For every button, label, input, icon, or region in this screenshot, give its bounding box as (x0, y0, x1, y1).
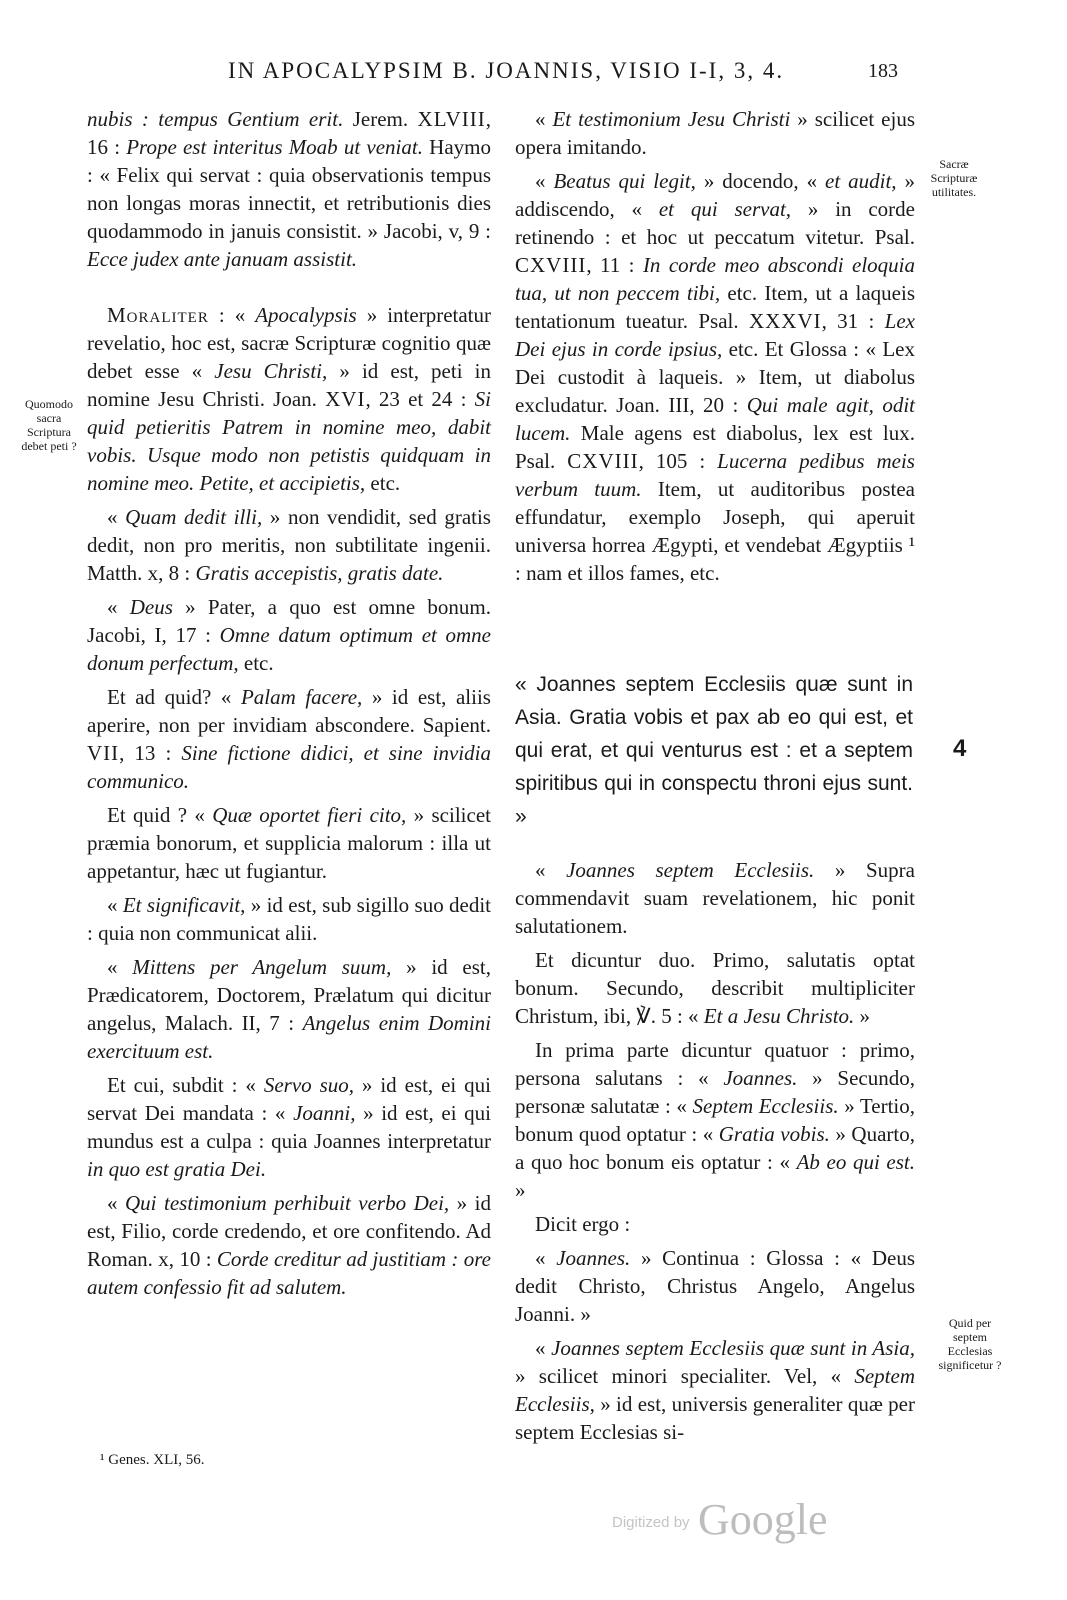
text-run: « (107, 1191, 125, 1215)
text-run: » id est, Prædicatorem, Doctorem, Prælatum qui dicitur angelus, Malach. II, 7 : (87, 955, 491, 1035)
marginal-note-quid: Quid per septem Ecclesias significetur ? (938, 1316, 1002, 1372)
verse-text (515, 668, 913, 839)
text-run: » (854, 1004, 871, 1028)
google-logo: Google (698, 1495, 828, 1544)
paragraph (515, 1244, 915, 1328)
text-run: « (107, 595, 130, 619)
right-column-top (515, 105, 915, 593)
verse-paragraph: « Joannes septem Ecclesiis quæ sunt in Asia. Gratia vobis et pax ab eo qui est, et qui erat, et qui venturus est : et a septem spiritibus qui in conspectu throni ejus sunt. » (515, 673, 913, 828)
text-run: Moraliter (107, 303, 209, 327)
text-run: » docendo, « (695, 169, 826, 193)
text-run: « (107, 893, 123, 917)
paragraph (515, 1334, 915, 1446)
text-run: Jerem. (343, 107, 418, 131)
text-run: Septem Ecclesiis, (515, 1364, 915, 1416)
paragraph (87, 105, 491, 273)
text-run: « (535, 107, 553, 131)
text-run: CXVIII (567, 449, 639, 473)
text-run: Qui testimonium perhibuit verbo Dei, (125, 1191, 450, 1215)
text-run: » scilicet minori specialiter. Vel, « (515, 1364, 855, 1388)
text-run: » Secundo, personæ salutatæ : « (515, 1066, 915, 1118)
text-run: Angelus enim Domini exercituum est. (87, 1011, 491, 1063)
verse-number: 4 (953, 735, 967, 762)
text-run: Prope est interitus Moab ut veniat. (126, 135, 423, 159)
text-run: Joannes. (723, 1066, 798, 1090)
text-run: » Tertio, bonum quod optatur : « (515, 1094, 916, 1146)
text-run: Gratia vobis. (718, 1122, 830, 1146)
text-run: Quam dedit illi, (125, 505, 263, 529)
text-run: Haymo : « Felix qui servat : quia observationis tempus non longas moras innectit, et retributionis dies quodammodo in januis consistit. » Jacobi, v, 9 : (87, 135, 492, 243)
text-run: Joannes septem Ecclesiis quæ sunt in Asia, (551, 1336, 916, 1360)
text-run: et audit, (825, 169, 897, 193)
text-run: , 13 : (119, 741, 182, 765)
text-run: Deus (129, 595, 173, 619)
text-run: XVI (325, 387, 366, 411)
text-run: » id est, ei qui mundus est a culpa : quia Joannes interpretatur (87, 1101, 491, 1153)
text-run: Corde creditur ad justitiam : ore autem confessio fit ad salutem. (87, 1247, 491, 1299)
text-run: » in corde retinendo : et hoc ut peccatum vitetur. Psal. (515, 197, 915, 249)
watermark-prefix: Digitized by (612, 1514, 690, 1531)
text-run: , 16 : (87, 107, 491, 159)
text-run: Et ad quid? « (107, 685, 241, 709)
text-run: « (535, 169, 554, 193)
text-run: in quo est gratia Dei. (87, 1157, 267, 1181)
text-run: : « (208, 303, 256, 327)
text-run: Item, ut auditoribus postea effundatur, exemplo Joseph, qui aperuit universa horrea Ægypti, et vendebat Ægyptiis ¹ : nam et illos fames, etc. (515, 477, 915, 585)
text-run: , 11 : (586, 253, 643, 277)
text-run: Palam facere, (240, 685, 363, 709)
text-run: » id est, universis generaliter quæ per septem Ecclesias si- (515, 1392, 915, 1444)
paragraph (87, 301, 491, 497)
text-run: XXXVI (748, 309, 822, 333)
text-run: etc. (238, 651, 274, 675)
paragraph (515, 1036, 915, 1204)
paragraph (87, 801, 491, 885)
text-run: » id est, peti in nomine Jesu Christi. Joan. (87, 359, 491, 411)
text-run: Et significavit, (122, 893, 246, 917)
text-run: Ecce judex ante januam assistit. (87, 247, 358, 271)
text-run: Septem Ecclesiis. (692, 1094, 839, 1118)
marginal-note-sacrae: Sacræ Scripturæ utilitates. (930, 157, 978, 199)
text-run: , 105 : (638, 449, 718, 473)
text-run: Et a Jesu Christo. (703, 1004, 855, 1028)
text-run: » Continua : Glossa : « Deus dedit Christo, Christus Angelo, Angelus Joanni. » (515, 1246, 915, 1326)
text-run: » Supra commendavit suam revelationem, hic ponit salutationem. (515, 858, 915, 938)
section-gap (87, 279, 491, 301)
text-run: Et testimonium Jesu Christi (552, 107, 791, 131)
text-run: Sine fictione didici, et sine invidia communico. (87, 741, 491, 793)
paragraph (87, 683, 491, 795)
text-run: Beatus qui legit, (553, 169, 696, 193)
text-run: Jesu Christi, (214, 359, 328, 383)
text-run: « (107, 955, 133, 979)
text-run: « (535, 858, 567, 882)
left-column (87, 105, 491, 1307)
text-run: Servo suo, (263, 1073, 354, 1097)
text-run: Quæ oportet fieri cito, (212, 803, 407, 827)
page-number: 183 (868, 60, 898, 82)
text-run: Dicit ergo : (535, 1212, 631, 1236)
text-run: etc. Item, ut a laqueis tentationum tueatur. Psal. (515, 281, 915, 333)
paragraph (515, 105, 915, 161)
footnote: ¹ Genes. XLI, 56. (100, 1452, 205, 1468)
text-run: Ab eo qui est. (796, 1150, 915, 1174)
text-run: » id est, sub sigillo suo dedit : quia non communicat alii. (87, 893, 492, 945)
text-run: Joannes septem Ecclesiis. (566, 858, 815, 882)
text-run: » (515, 1178, 526, 1202)
paragraph (515, 856, 915, 940)
text-run: Joannes. (556, 1246, 631, 1270)
text-run: CXVIII (515, 253, 587, 277)
marginal-note-quomodo: Quomodo sacra Scriptura debet peti ? (21, 397, 77, 453)
text-run: In corde meo abscondi eloquia tua, ut non peccem tibi, (515, 253, 915, 305)
paragraph (515, 167, 915, 587)
text-run: et qui servat, (658, 197, 792, 221)
paragraph (87, 953, 491, 1065)
text-run: Gratis accepistis, gratis date. (195, 561, 444, 585)
text-run: » Pater, a quo est omne bonum. Jacobi, I, 17 : (87, 595, 491, 647)
text-run: Lucerna pedibus meis verbum tuum. (515, 449, 915, 501)
text-run: Et dicuntur duo. Primo, salutatis optat bonum. Secundo, describit multipliciter Christum, ibi, ℣. 5 : « (515, 948, 915, 1028)
text-run: Et cui, subdit : « (107, 1073, 264, 1097)
text-run: « (535, 1336, 552, 1360)
paragraph (87, 1071, 491, 1183)
text-run: Si quid petieritis Patrem in nomine meo, dabit vobis. Usque modo non petistis quidquam in nomine meo. Petite, et accipietis, (87, 387, 491, 495)
text-run: Omne datum optimum et omne donum perfectum, (87, 623, 491, 675)
text-run: » id est, aliis aperire, non per invidiam abscondere. Sapient. (87, 685, 491, 737)
text-run: » scilicet præmia bonorum, et supplicia malorum : illa ut appetantur, hæc ut fugiantur. (87, 803, 491, 883)
text-run: « (107, 505, 126, 529)
paragraph (515, 1210, 915, 1238)
running-head: IN APOCALYPSIM B. JOANNIS, VISIO I-I, 3, 4. (228, 58, 785, 83)
text-run: , 31 : (821, 309, 885, 333)
text-run: Apocalypsis (255, 303, 357, 327)
text-run: etc. Et Glossa : « Lex Dei custodit à laqueis. » Item, ut diabolus excludatur. Joan. III, 20 : (515, 337, 915, 417)
text-run: Qui male agit, odit lucem. (515, 393, 915, 445)
right-column-bottom (515, 856, 915, 1452)
text-run: etc. (365, 471, 401, 495)
paragraph (87, 1189, 491, 1301)
paragraph (87, 593, 491, 677)
text-run: Et quid ? « (107, 803, 213, 827)
text-run: » Quarto, a quo hoc bonum eis optatur : « (515, 1122, 915, 1174)
paragraph (515, 946, 915, 1030)
text-run: , 23 et 24 : (365, 387, 475, 411)
text-run: » scilicet ejus opera imitando. (515, 107, 915, 159)
text-run: Joanni, (293, 1101, 356, 1125)
text-run: nubis : tempus Gentium erit. (87, 107, 344, 131)
text-run: Male agens est diabolus, lex est lux. Psal. (515, 421, 915, 473)
text-run: » id est, Filio, corde credendo, et ore confitendo. Ad Roman. x, 10 : (87, 1191, 491, 1271)
text-run: Mittens per Angelum suum, (132, 955, 392, 979)
text-run: » addiscendo, « (515, 169, 915, 221)
text-run: Lex Dei ejus in corde ipsius, (515, 309, 915, 361)
text-run: » id est, ei qui servat Dei mandata : « (87, 1073, 491, 1125)
text-run: « (535, 1246, 557, 1270)
text-run: » interpretatur revelatio, hoc est, sacræ Scripturæ cognitio quæ debet esse « (87, 303, 492, 383)
text-run: » non vendidit, sed gratis dedit, non pro meritis, non subtilitate ingenii. Matth. x, 8 : (87, 505, 491, 585)
text-run: In prima parte dicuntur quatuor : primo, persona salutans : « (515, 1038, 915, 1090)
paragraph (87, 891, 491, 947)
paragraph (87, 503, 491, 587)
text-run: XLVIII (417, 107, 486, 131)
google-watermark (612, 1495, 832, 1544)
text-run: VII (87, 741, 120, 765)
